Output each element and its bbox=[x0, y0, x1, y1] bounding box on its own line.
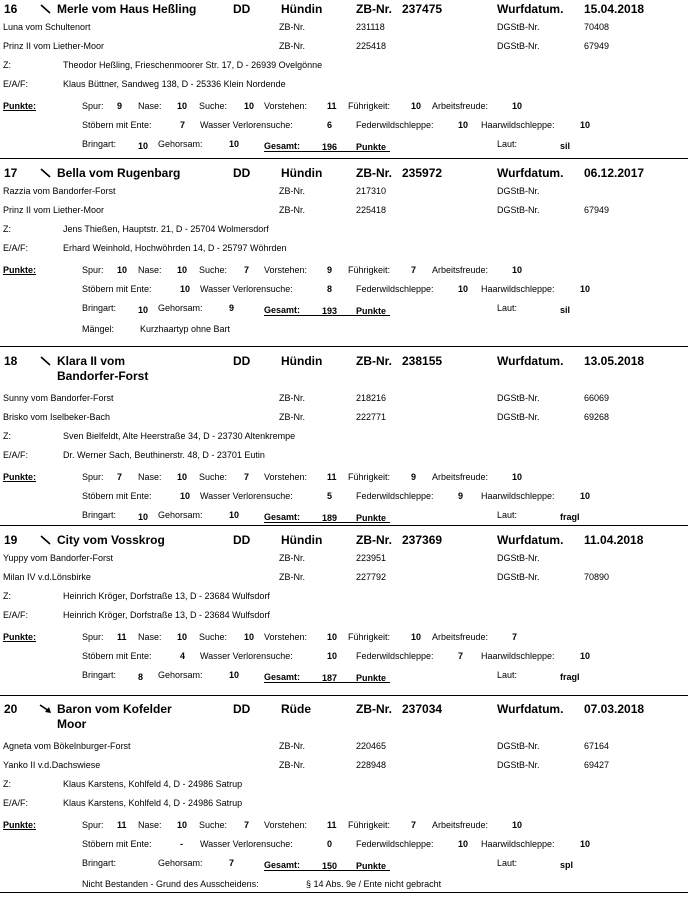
father-zb: 225418 bbox=[356, 41, 387, 51]
stoebern-value: 4 bbox=[180, 651, 186, 661]
owner-label: E/A/F: bbox=[3, 450, 29, 460]
entry-number: 18 bbox=[4, 354, 18, 368]
total-underline bbox=[264, 522, 390, 523]
gehorsam-label: Gehorsam: bbox=[158, 139, 203, 149]
owner: Dr. Werner Sach, Beuthinerstr. 48, D - 23701 Eutin bbox=[63, 450, 265, 460]
suche-label: Suche: bbox=[199, 101, 228, 111]
dog-name: City vom Vosskrog bbox=[57, 533, 165, 547]
fail-note: Nicht Bestanden - Grund des Ausscheidens: bbox=[82, 879, 259, 889]
entry-separator bbox=[0, 346, 688, 347]
entry-separator bbox=[0, 892, 688, 893]
male-symbol-icon bbox=[38, 702, 54, 716]
fail-reason: § 14 Abs. 9e / Ente nicht gebracht bbox=[306, 879, 442, 889]
nase-label: Nase: bbox=[138, 820, 162, 830]
laut-value: spl bbox=[560, 860, 574, 870]
wasser-value: 5 bbox=[327, 491, 333, 501]
fuehrigkeit-label: Führigkeit: bbox=[348, 101, 391, 111]
fuehrigkeit-value: 10 bbox=[411, 101, 422, 111]
vorstehen-value: 11 bbox=[327, 101, 337, 111]
nase-label: Nase: bbox=[138, 265, 162, 275]
spur-label: Spur: bbox=[82, 632, 104, 642]
owner: Heinrich Kröger, Dorfstraße 13, D - 23684 Wulfsdorf bbox=[63, 610, 270, 620]
bringart-label: Bringart: bbox=[82, 139, 117, 149]
wurf-head-label: Wurfdatum. bbox=[497, 166, 564, 180]
vorstehen-label: Vorstehen: bbox=[264, 632, 308, 642]
total-underline bbox=[264, 682, 390, 683]
punkte-label: Punkte: bbox=[3, 820, 37, 830]
feder-value: 10 bbox=[458, 120, 469, 130]
haar-value: 10 bbox=[580, 839, 591, 849]
punkte-unit: Punkte bbox=[356, 142, 387, 152]
nase-value: 10 bbox=[177, 101, 188, 111]
suche-label: Suche: bbox=[199, 472, 228, 482]
vorstehen-label: Vorstehen: bbox=[264, 101, 308, 111]
mother-zb-label: ZB-Nr. bbox=[279, 741, 305, 751]
mother-name: Yuppy vom Bandorfer-Forst bbox=[3, 553, 114, 563]
suche-value: 10 bbox=[244, 632, 255, 642]
feder-value: 9 bbox=[458, 491, 464, 501]
zb-head-label: ZB-Nr. bbox=[356, 533, 392, 547]
breed: DD bbox=[233, 2, 251, 16]
zb-number: 238155 bbox=[402, 354, 443, 368]
vorstehen-value: 10 bbox=[327, 632, 338, 642]
suche-value: 10 bbox=[244, 101, 255, 111]
haar-label: Haarwildschleppe: bbox=[481, 284, 555, 294]
laut-value: sil bbox=[560, 305, 571, 315]
wasser-value: 10 bbox=[327, 651, 338, 661]
birth-date: 13.05.2018 bbox=[584, 354, 645, 368]
gesamt-value: 196 bbox=[322, 142, 338, 152]
haar-value: 10 bbox=[580, 284, 591, 294]
father-dgstb-label: DGStB-Nr. bbox=[497, 205, 540, 215]
zb-number: 235972 bbox=[402, 166, 443, 180]
note-text: Kurzhaartyp ohne Bart bbox=[140, 324, 231, 334]
zb-number: 237475 bbox=[402, 2, 443, 16]
punkte-label: Punkte: bbox=[3, 472, 37, 482]
laut-label: Laut: bbox=[497, 139, 518, 149]
gehorsam-value: 10 bbox=[229, 670, 240, 680]
total-underline bbox=[264, 315, 390, 316]
wasser-value: 6 bbox=[327, 120, 333, 130]
stoebern-label: Stöbern mit Ente: bbox=[82, 120, 152, 130]
father-zb: 227792 bbox=[356, 572, 387, 582]
breeder-label: Z: bbox=[3, 431, 11, 441]
bringart-label: Bringart: bbox=[82, 510, 117, 520]
arbeitsfreude-value: 7 bbox=[512, 632, 518, 642]
sex: Hündin bbox=[281, 533, 323, 547]
zb-number: 237034 bbox=[402, 702, 443, 716]
vorstehen-value: 9 bbox=[327, 265, 333, 275]
dog-name-cont: Moor bbox=[57, 717, 87, 731]
entry-number: 19 bbox=[4, 533, 18, 547]
mother-zb-label: ZB-Nr. bbox=[279, 553, 305, 563]
bringart-value: 8 bbox=[138, 672, 144, 682]
feder-label: Federwildschleppe: bbox=[356, 491, 434, 501]
wurf-head-label: Wurfdatum. bbox=[497, 354, 564, 368]
gehorsam-label: Gehorsam: bbox=[158, 858, 203, 868]
suche-label: Suche: bbox=[199, 820, 228, 830]
mother-dgstb-label: DGStB-Nr. bbox=[497, 553, 540, 563]
father-name: Prinz II vom Liether-Moor bbox=[3, 41, 105, 51]
father-zb-label: ZB-Nr. bbox=[279, 205, 305, 215]
spur-value: 9 bbox=[117, 101, 123, 111]
gehorsam-value: 9 bbox=[229, 303, 235, 313]
haar-value: 10 bbox=[580, 651, 591, 661]
stoebern-value: - bbox=[180, 839, 183, 849]
feder-label: Federwildschleppe: bbox=[356, 120, 434, 130]
mother-zb-label: ZB-Nr. bbox=[279, 393, 305, 403]
breed: DD bbox=[233, 166, 251, 180]
owner-label: E/A/F: bbox=[3, 798, 29, 808]
gehorsam-value: 10 bbox=[229, 139, 240, 149]
stoebern-label: Stöbern mit Ente: bbox=[82, 491, 152, 501]
spur-value: 7 bbox=[117, 472, 123, 482]
gesamt-label: Gesamt: bbox=[264, 512, 301, 522]
spur-label: Spur: bbox=[82, 472, 104, 482]
gesamt-value: 150 bbox=[322, 861, 338, 871]
entry-number: 16 bbox=[4, 2, 18, 16]
sex-mark-icon bbox=[38, 533, 54, 547]
father-zb: 225418 bbox=[356, 205, 387, 215]
suche-label: Suche: bbox=[199, 632, 228, 642]
mother-dgstb-label: DGStB-Nr. bbox=[497, 186, 540, 196]
gesamt-label: Gesamt: bbox=[264, 141, 301, 151]
sex-mark-icon bbox=[38, 2, 54, 16]
vorstehen-label: Vorstehen: bbox=[264, 265, 308, 275]
feder-value: 10 bbox=[458, 839, 469, 849]
dog-name: Klara II vom bbox=[57, 354, 126, 368]
father-zb-label: ZB-Nr. bbox=[279, 41, 305, 51]
gesamt-value: 189 bbox=[322, 513, 338, 523]
gehorsam-value: 7 bbox=[229, 858, 235, 868]
suche-value: 7 bbox=[244, 472, 250, 482]
father-dgstb: 70890 bbox=[584, 572, 610, 582]
nase-value: 10 bbox=[177, 820, 188, 830]
wurf-head-label: Wurfdatum. bbox=[497, 2, 564, 16]
wasser-value: 0 bbox=[327, 839, 333, 849]
sex-mark-icon bbox=[38, 166, 54, 180]
birth-date: 15.04.2018 bbox=[584, 2, 645, 16]
bringart-label: Bringart: bbox=[82, 303, 117, 313]
gesamt-label: Gesamt: bbox=[264, 672, 301, 682]
dog-entry-17 bbox=[0, 166, 688, 336]
spur-label: Spur: bbox=[82, 101, 104, 111]
nase-value: 10 bbox=[177, 632, 188, 642]
nase-value: 10 bbox=[177, 265, 188, 275]
zb-head-label: ZB-Nr. bbox=[356, 2, 392, 16]
sex: Hündin bbox=[281, 166, 323, 180]
vorstehen-label: Vorstehen: bbox=[264, 472, 308, 482]
gehorsam-label: Gehorsam: bbox=[158, 670, 203, 680]
bringart-value: 10 bbox=[138, 512, 149, 522]
sex: Hündin bbox=[281, 2, 323, 16]
feder-value: 10 bbox=[458, 284, 469, 294]
fuehrigkeit-label: Führigkeit: bbox=[348, 820, 391, 830]
vorstehen-value: 11 bbox=[327, 820, 337, 830]
gehorsam-label: Gehorsam: bbox=[158, 303, 203, 313]
mother-dgstb: 66069 bbox=[584, 393, 610, 403]
fuehrigkeit-value: 7 bbox=[411, 265, 417, 275]
owner: Erhard Weinhold, Hochwöhrden 14, D - 25797 Wöhrden bbox=[63, 243, 287, 253]
feder-label: Federwildschleppe: bbox=[356, 284, 434, 294]
suche-value: 7 bbox=[244, 820, 250, 830]
laut-label: Laut: bbox=[497, 510, 518, 520]
entry-separator bbox=[0, 158, 688, 159]
wurf-head-label: Wurfdatum. bbox=[497, 533, 564, 547]
stoebern-value: 7 bbox=[180, 120, 186, 130]
vorstehen-label: Vorstehen: bbox=[264, 820, 308, 830]
punkte-label: Punkte: bbox=[3, 101, 37, 111]
total-underline bbox=[264, 870, 390, 871]
father-dgstb: 69427 bbox=[584, 760, 610, 770]
father-dgstb-label: DGStB-Nr. bbox=[497, 572, 540, 582]
father-dgstb: 67949 bbox=[584, 205, 610, 215]
entry-separator bbox=[0, 695, 688, 696]
mother-name: Sunny vom Bandorfer-Forst bbox=[3, 393, 114, 403]
arbeitsfreude-value: 10 bbox=[512, 265, 523, 275]
breeder-label: Z: bbox=[3, 60, 11, 70]
mother-zb-label: ZB-Nr. bbox=[279, 22, 305, 32]
gehorsam-value: 10 bbox=[229, 510, 240, 520]
sex-mark-icon bbox=[38, 354, 54, 368]
punkte-label: Punkte: bbox=[3, 632, 37, 642]
father-dgstb-label: DGStB-Nr. bbox=[497, 412, 540, 422]
gesamt-label: Gesamt: bbox=[264, 860, 301, 870]
arbeitsfreude-value: 10 bbox=[512, 101, 523, 111]
breed: DD bbox=[233, 533, 251, 547]
entry-separator bbox=[0, 525, 688, 526]
note-label: Mängel: bbox=[82, 324, 115, 334]
gesamt-label: Gesamt: bbox=[264, 305, 301, 315]
mother-dgstb-label: DGStB-Nr. bbox=[497, 393, 540, 403]
zb-head-label: ZB-Nr. bbox=[356, 702, 392, 716]
mother-dgstb: 70408 bbox=[584, 22, 610, 32]
stoebern-label: Stöbern mit Ente: bbox=[82, 651, 152, 661]
breeder: Theodor Heßling, Frieschenmoorer Str. 17, D - 26939 Ovelgönne bbox=[63, 60, 323, 70]
vorstehen-value: 11 bbox=[327, 472, 337, 482]
laut-label: Laut: bbox=[497, 303, 518, 313]
dog-name: Baron vom Kofelder bbox=[57, 702, 172, 716]
mother-dgstb-label: DGStB-Nr. bbox=[497, 22, 540, 32]
bringart-value: 10 bbox=[138, 305, 149, 315]
father-name: Yanko II v.d.Dachswiese bbox=[3, 760, 101, 770]
owner: Klaus Büttner, Sandweg 138, D - 25336 Klein Nordende bbox=[63, 79, 286, 89]
father-dgstb: 69268 bbox=[584, 412, 610, 422]
mother-zb: 218216 bbox=[356, 393, 387, 403]
fuehrigkeit-value: 7 bbox=[411, 820, 417, 830]
wasser-label: Wasser Verlorensuche: bbox=[200, 651, 293, 661]
nase-label: Nase: bbox=[138, 101, 162, 111]
haar-label: Haarwildschleppe: bbox=[481, 491, 555, 501]
mother-zb: 217310 bbox=[356, 186, 387, 196]
mother-name: Luna vom Schultenort bbox=[3, 22, 91, 32]
sex: Hündin bbox=[281, 354, 323, 368]
fuehrigkeit-label: Führigkeit: bbox=[348, 632, 391, 642]
stoebern-label: Stöbern mit Ente: bbox=[82, 284, 152, 294]
zb-head-label: ZB-Nr. bbox=[356, 166, 392, 180]
haar-value: 10 bbox=[580, 120, 591, 130]
entry-number: 17 bbox=[4, 166, 18, 180]
mother-dgstb: 67164 bbox=[584, 741, 610, 751]
haar-label: Haarwildschleppe: bbox=[481, 120, 555, 130]
arbeitsfreude-label: Arbeitsfreude: bbox=[432, 820, 489, 830]
breeder: Klaus Karstens, Kohlfeld 4, D - 24986 Satrup bbox=[63, 779, 243, 789]
bringart-label: Bringart: bbox=[82, 670, 117, 680]
mother-name: Agneta vom Bökelnburger-Forst bbox=[3, 741, 131, 751]
punkte-unit: Punkte bbox=[356, 513, 387, 523]
mother-name: Razzia vom Bandorfer-Forst bbox=[3, 186, 116, 196]
breed: DD bbox=[233, 354, 251, 368]
father-zb: 222771 bbox=[356, 412, 387, 422]
breeder-label: Z: bbox=[3, 591, 11, 601]
haar-label: Haarwildschleppe: bbox=[481, 651, 555, 661]
suche-value: 7 bbox=[244, 265, 250, 275]
dog-entry-20 bbox=[0, 702, 688, 889]
fuehrigkeit-value: 10 bbox=[411, 632, 422, 642]
father-dgstb: 67949 bbox=[584, 41, 610, 51]
fuehrigkeit-label: Führigkeit: bbox=[348, 265, 391, 275]
arbeitsfreude-label: Arbeitsfreude: bbox=[432, 265, 489, 275]
owner-label: E/A/F: bbox=[3, 610, 29, 620]
arbeitsfreude-label: Arbeitsfreude: bbox=[432, 632, 489, 642]
spur-label: Spur: bbox=[82, 820, 104, 830]
mother-dgstb-label: DGStB-Nr. bbox=[497, 741, 540, 751]
fuehrigkeit-label: Führigkeit: bbox=[348, 472, 391, 482]
sex: Rüde bbox=[281, 702, 311, 716]
punkte-unit: Punkte bbox=[356, 861, 387, 871]
father-name: Milan IV v.d.Lönsbirke bbox=[3, 572, 91, 582]
breeder-label: Z: bbox=[3, 779, 11, 789]
wasser-label: Wasser Verlorensuche: bbox=[200, 839, 293, 849]
feder-value: 7 bbox=[458, 651, 464, 661]
mother-zb-label: ZB-Nr. bbox=[279, 186, 305, 196]
mother-zb: 223951 bbox=[356, 553, 387, 563]
nase-value: 10 bbox=[177, 472, 188, 482]
owner: Klaus Karstens, Kohlfeld 4, D - 24986 Satrup bbox=[63, 798, 243, 808]
feder-label: Federwildschleppe: bbox=[356, 839, 434, 849]
laut-value: fragl bbox=[560, 512, 580, 522]
nase-label: Nase: bbox=[138, 632, 162, 642]
gehorsam-label: Gehorsam: bbox=[158, 510, 203, 520]
arbeitsfreude-value: 10 bbox=[512, 472, 523, 482]
mother-zb: 231118 bbox=[356, 22, 385, 32]
punkte-unit: Punkte bbox=[356, 306, 387, 316]
father-name: Prinz II vom Liether-Moor bbox=[3, 205, 105, 215]
owner-label: E/A/F: bbox=[3, 243, 29, 253]
spur-value: 11 bbox=[117, 632, 127, 642]
haar-value: 10 bbox=[580, 491, 591, 501]
nase-label: Nase: bbox=[138, 472, 162, 482]
spur-value: 10 bbox=[117, 265, 128, 275]
father-zb-label: ZB-Nr. bbox=[279, 412, 305, 422]
wasser-label: Wasser Verlorensuche: bbox=[200, 120, 293, 130]
haar-label: Haarwildschleppe: bbox=[481, 839, 555, 849]
breeder: Jens Thießen, Hauptstr. 21, D - 25704 Wolmersdorf bbox=[63, 224, 269, 234]
wasser-value: 8 bbox=[327, 284, 333, 294]
stoebern-label: Stöbern mit Ente: bbox=[82, 839, 152, 849]
owner-label: E/A/F: bbox=[3, 79, 29, 89]
birth-date: 06.12.2017 bbox=[584, 166, 645, 180]
breeder-label: Z: bbox=[3, 224, 11, 234]
bringart-label: Bringart: bbox=[82, 858, 117, 868]
wurf-head-label: Wurfdatum. bbox=[497, 702, 564, 716]
laut-label: Laut: bbox=[497, 858, 518, 868]
entry-number: 20 bbox=[4, 702, 18, 716]
laut-value: sil bbox=[560, 141, 571, 151]
feder-label: Federwildschleppe: bbox=[356, 651, 434, 661]
spur-label: Spur: bbox=[82, 265, 104, 275]
dog-name-cont: Bandorfer-Forst bbox=[57, 369, 149, 383]
father-dgstb-label: DGStB-Nr. bbox=[497, 41, 540, 51]
gesamt-value: 193 bbox=[322, 306, 338, 316]
breeder: Sven Bielfeldt, Alte Heerstraße 34, D - 23730 Altenkrempe bbox=[63, 431, 296, 441]
breed: DD bbox=[233, 702, 251, 716]
breeder: Heinrich Kröger, Dorfstraße 13, D - 23684 Wulfsdorf bbox=[63, 591, 270, 601]
punkte-label: Punkte: bbox=[3, 265, 37, 275]
dog-entry-16 bbox=[0, 2, 688, 172]
father-dgstb-label: DGStB-Nr. bbox=[497, 760, 540, 770]
suche-label: Suche: bbox=[199, 265, 228, 275]
birth-date: 11.04.2018 bbox=[584, 533, 644, 547]
stoebern-value: 10 bbox=[180, 491, 191, 501]
zb-number: 237369 bbox=[402, 533, 443, 547]
punkte-unit: Punkte bbox=[356, 673, 387, 683]
father-zb-label: ZB-Nr. bbox=[279, 760, 305, 770]
father-name: Brisko vom Iselbeker-Bach bbox=[3, 412, 111, 422]
father-zb: 228948 bbox=[356, 760, 387, 770]
arbeitsfreude-value: 10 bbox=[512, 820, 523, 830]
wasser-label: Wasser Verlorensuche: bbox=[200, 284, 293, 294]
dog-entry-19 bbox=[0, 533, 688, 703]
laut-label: Laut: bbox=[497, 670, 518, 680]
spur-value: 11 bbox=[117, 820, 127, 830]
arbeitsfreude-label: Arbeitsfreude: bbox=[432, 101, 489, 111]
zb-head-label: ZB-Nr. bbox=[356, 354, 392, 368]
total-underline bbox=[264, 151, 390, 152]
dog-name: Bella vom Rugenbarg bbox=[57, 166, 181, 180]
dog-entry-18 bbox=[0, 354, 688, 524]
dog-name: Merle vom Haus Heßling bbox=[57, 2, 197, 16]
gesamt-value: 187 bbox=[322, 673, 338, 683]
bringart-value: 10 bbox=[138, 141, 149, 151]
stoebern-value: 10 bbox=[180, 284, 191, 294]
fuehrigkeit-value: 9 bbox=[411, 472, 417, 482]
laut-value: fragl bbox=[560, 672, 580, 682]
mother-zb: 220465 bbox=[356, 741, 387, 751]
birth-date: 07.03.2018 bbox=[584, 702, 645, 716]
arbeitsfreude-label: Arbeitsfreude: bbox=[432, 472, 489, 482]
father-zb-label: ZB-Nr. bbox=[279, 572, 305, 582]
wasser-label: Wasser Verlorensuche: bbox=[200, 491, 293, 501]
